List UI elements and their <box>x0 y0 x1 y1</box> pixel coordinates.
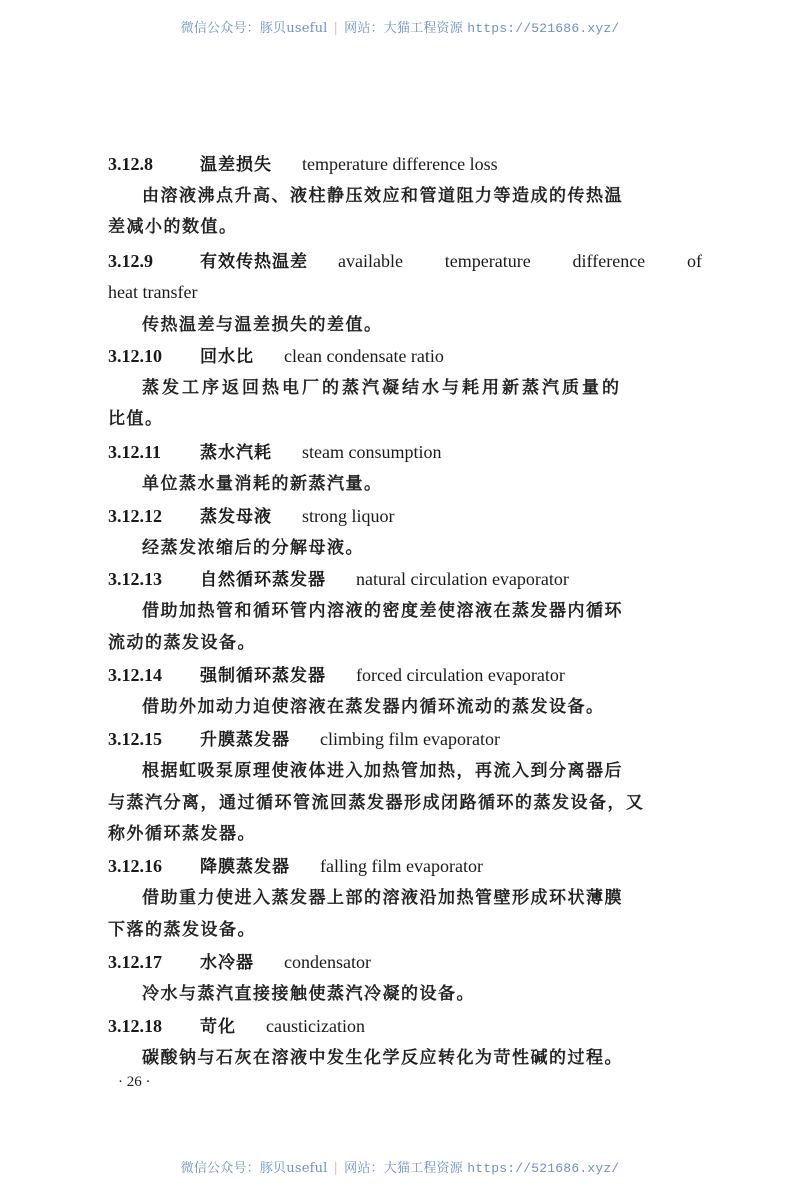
term-chinese: 有效传热温差 <box>200 252 308 272</box>
term-chinese: 降膜蒸发器 <box>200 857 290 877</box>
term-definition: 碳酸钠与石灰在溶液中发生化学反应转化为苛性碱的过程。 <box>142 1048 623 1068</box>
term-definition: 经蒸发浓缩后的分解母液。 <box>142 538 364 558</box>
term-english: strong liquor <box>302 506 395 526</box>
term-english: falling film evaporator <box>320 856 483 876</box>
term-definition: 由溶液沸点升高、液柱静压效应和管道阻力等造成的传热温 <box>142 186 623 206</box>
term-definition: 差减小的数值。 <box>108 217 238 237</box>
watermark-url: https://521686.xyz/ <box>467 21 620 36</box>
term-english-continued: heat transfer <box>108 282 198 302</box>
term-number: 3.12.17 <box>108 952 162 972</box>
term-english: forced circulation evaporator <box>356 665 565 685</box>
term-definition: 流动的蒸发设备。 <box>108 633 256 653</box>
term-definition: 借助外加动力迫使溶液在蒸发器内循环流动的蒸发设备。 <box>142 697 605 717</box>
term-heading <box>108 1014 365 1039</box>
term-number: 3.12.16 <box>108 856 162 876</box>
term-number: 3.12.18 <box>108 1016 162 1036</box>
term-heading <box>108 854 483 879</box>
term-heading <box>108 344 444 369</box>
term-definition: 蒸发工序返回热电厂的蒸汽凝结水与耗用新蒸汽质量的 <box>142 378 622 398</box>
term-english: steam consumption <box>302 442 442 462</box>
term-heading <box>108 950 371 975</box>
term-number: 3.12.14 <box>108 665 162 685</box>
term-chinese: 苛化 <box>200 1017 236 1037</box>
term-chinese: 蒸水汽耗 <box>200 443 272 463</box>
page-number: · 26 · <box>118 1074 151 1090</box>
term-chinese: 升膜蒸发器 <box>200 730 290 750</box>
term-english: clean condensate ratio <box>284 346 444 366</box>
term-definition: 传热温差与温差损失的差值。 <box>142 315 383 335</box>
term-definition: 与蒸汽分离，通过循环管流回蒸发器形成闭路循环的蒸发设备，又 <box>108 793 645 813</box>
term-number: 3.12.8 <box>108 154 153 174</box>
term-definition: 借助加热管和循环管内溶液的密度差使溶液在蒸发器内循环 <box>142 601 623 621</box>
term-number: 3.12.13 <box>108 569 162 589</box>
term-definition: 冷水与蒸汽直接接触使蒸汽冷凝的设备。 <box>142 984 475 1004</box>
term-definition: 称外循环蒸发器。 <box>108 824 256 844</box>
watermark-header <box>0 17 800 36</box>
term-english: climbing film evaporator <box>320 729 500 749</box>
term-definition: 下落的蒸发设备。 <box>108 920 256 940</box>
term-heading <box>108 152 498 177</box>
term-chinese: 回水比 <box>200 347 254 367</box>
term-chinese: 水冷器 <box>200 953 254 973</box>
watermark-wechat: 微信公众号：豚贝useful <box>180 1161 328 1176</box>
term-heading <box>108 504 395 529</box>
term-number: 3.12.9 <box>108 251 153 271</box>
term-heading <box>108 727 500 752</box>
term-heading <box>108 249 702 274</box>
term-definition: 借助重力使进入蒸发器上部的溶液沿加热管壁形成环状薄膜 <box>142 888 623 908</box>
term-definition: 根据虹吸泵原理使液体进入加热管加热，再流入到分离器后 <box>142 761 623 781</box>
watermark-site: 网站：大猫工程资源 <box>344 21 463 36</box>
term-english: condensator <box>284 952 371 972</box>
term-english: temperature difference loss <box>302 154 498 174</box>
term-english: causticization <box>266 1016 365 1036</box>
term-number: 3.12.11 <box>108 442 162 462</box>
term-number: 3.12.12 <box>108 506 162 526</box>
term-chinese: 强制循环蒸发器 <box>200 666 326 686</box>
watermark-separator: | <box>333 21 339 36</box>
watermark-wechat: 微信公众号：豚贝useful <box>180 21 328 36</box>
term-chinese: 蒸发母液 <box>200 507 272 527</box>
watermark-footer <box>0 1157 800 1176</box>
term-definition: 单位蒸水量消耗的新蒸汽量。 <box>142 474 383 494</box>
term-number: 3.12.10 <box>108 346 162 366</box>
term-heading <box>108 440 441 465</box>
term-english: available temperature difference of <box>338 251 702 271</box>
term-english: natural circulation evaporator <box>356 569 569 589</box>
term-chinese: 温差损失 <box>200 155 272 175</box>
watermark-site: 网站：大猫工程资源 <box>344 1161 463 1176</box>
watermark-separator: | <box>333 1161 339 1176</box>
term-definition: 比值。 <box>108 409 164 429</box>
watermark-url: https://521686.xyz/ <box>467 1161 620 1176</box>
term-heading <box>108 663 565 688</box>
term-chinese: 自然循环蒸发器 <box>200 570 326 590</box>
term-number: 3.12.15 <box>108 729 162 749</box>
term-heading <box>108 567 569 592</box>
